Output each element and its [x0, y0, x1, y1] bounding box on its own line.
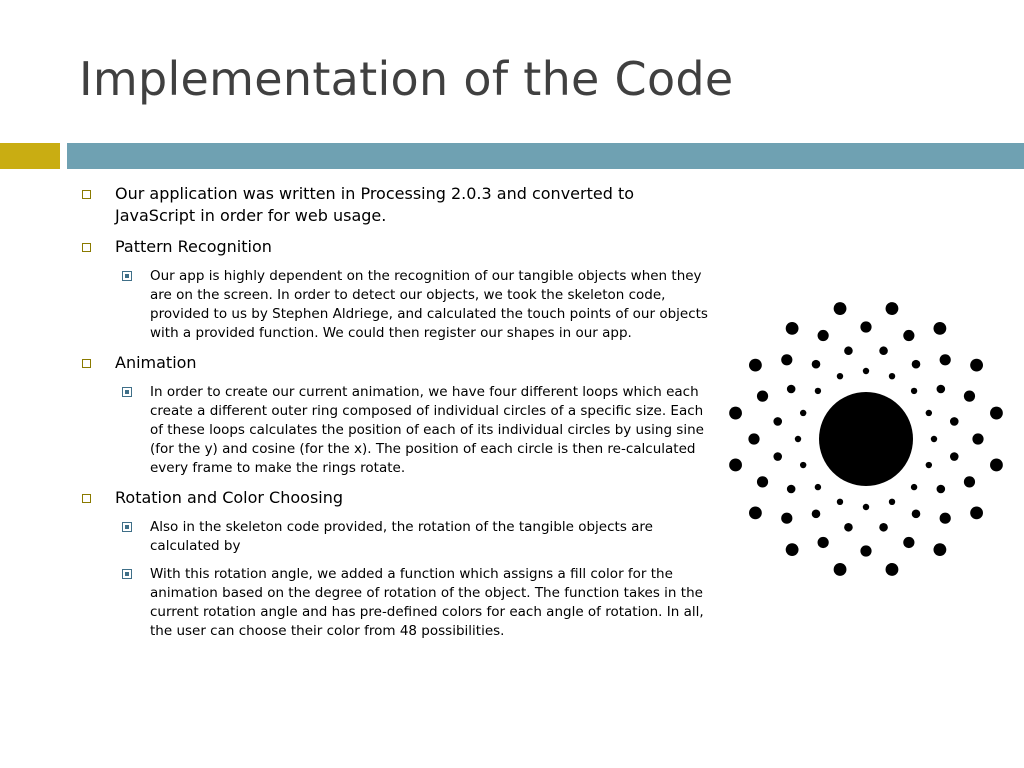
ring-dot: [834, 563, 847, 576]
ring-dot: [933, 543, 946, 556]
ring-dot: [748, 433, 759, 444]
ring-dot: [879, 346, 888, 355]
bullet-item: [80, 236, 710, 258]
sub-bullet-item: [80, 518, 710, 556]
ring-dot: [863, 504, 869, 510]
bullet-text: Our application was written in Processing 2.0.3 and converted to JavaScript in order for web usage.: [115, 184, 634, 225]
square-bullet-icon: [82, 190, 91, 199]
ring-dot: [815, 388, 821, 394]
ring-dot: [860, 321, 871, 332]
ring-dot: [860, 545, 871, 556]
ring-dot: [926, 410, 932, 416]
ring-dot: [940, 513, 951, 524]
filled-square-bullet-icon: [122, 522, 132, 532]
bullet-item: [80, 183, 710, 227]
sub-bullet-item: [80, 565, 710, 641]
bullet-text: Pattern Recognition: [115, 237, 272, 256]
ring-dot: [886, 302, 899, 315]
ring-dot: [787, 485, 796, 494]
circle-rings-animation-icon: [725, 298, 1007, 580]
ring-dot: [749, 506, 762, 519]
ring-dot: [786, 543, 799, 556]
accent-bar-gold: [0, 143, 60, 169]
bullet-text: Animation: [115, 353, 197, 372]
ring-dot: [863, 368, 869, 374]
square-bullet-icon: [82, 494, 91, 503]
filled-square-bullet-icon: [122, 569, 132, 579]
ring-dot: [773, 417, 782, 426]
ring-dot: [815, 484, 821, 490]
accent-bar-blue: [67, 143, 1024, 169]
ring-dot: [837, 373, 843, 379]
square-bullet-icon: [82, 359, 91, 368]
ring-dot: [757, 391, 768, 402]
ring-dot: [912, 360, 921, 369]
ring-dot: [950, 417, 959, 426]
ring-dot: [749, 359, 762, 372]
ring-dot: [800, 462, 806, 468]
ring-dot: [964, 476, 975, 487]
ring-dot: [757, 476, 768, 487]
ring-dot: [886, 563, 899, 576]
sub-bullet-text: Also in the skeleton code provided, the rotation of the tangible objects are calculated by: [150, 519, 653, 554]
ring-dot: [931, 436, 937, 442]
ring-dot: [781, 354, 792, 365]
ring-dot: [970, 506, 983, 519]
ring-dot: [844, 523, 853, 532]
bullet-item: [80, 352, 710, 374]
ring-dot: [787, 385, 796, 394]
ring-dot: [834, 302, 847, 315]
ring-dot: [933, 322, 946, 335]
ring-dot: [818, 330, 829, 341]
ring-dot: [781, 513, 792, 524]
bullet-item: [80, 487, 710, 509]
ring-dot: [903, 537, 914, 548]
square-bullet-icon: [82, 243, 91, 252]
sub-bullet-text: Our app is highly dependent on the recognition of our tangible objects when they are on the screen. In order to detect our objects, we took the skeleton code, provided to us by Stephen Aldriege, and calculated the touch points of our objects with a provided function. We could then register our shapes in our app.: [150, 268, 708, 341]
ring-dot: [903, 330, 914, 341]
filled-square-bullet-icon: [122, 271, 132, 281]
slide-title: Implementation of the Code: [79, 52, 734, 106]
ring-dot: [729, 459, 742, 472]
ring-dot: [818, 537, 829, 548]
ring-dot: [786, 322, 799, 335]
ring-dot: [911, 388, 917, 394]
ring-dot: [972, 433, 983, 444]
ring-dot: [937, 485, 946, 494]
ring-dot: [729, 407, 742, 420]
center-circle: [819, 392, 913, 486]
ring-dot: [970, 359, 983, 372]
ring-dot: [940, 354, 951, 365]
ring-dot: [990, 407, 1003, 420]
ring-dot: [964, 391, 975, 402]
sub-bullet-item: [80, 267, 710, 343]
ring-dot: [937, 385, 946, 394]
ring-dot: [990, 459, 1003, 472]
ring-dot: [911, 484, 917, 490]
ring-dot: [879, 523, 888, 532]
ring-dot: [844, 346, 853, 355]
ring-dot: [795, 436, 801, 442]
ring-dot: [889, 373, 895, 379]
ring-dot: [912, 510, 921, 519]
sub-bullet-text: In order to create our current animation, we have four different loops which each create a different outer ring composed of individual circles of a specific size. Each of these loops calculates the position of each of its individual circles by using sine (for the y) and cosine (for the x). The position of each circle is then re-calculated every frame to make the rings rotate.: [150, 384, 704, 476]
bullet-text: Rotation and Color Choosing: [115, 488, 344, 507]
ring-dot: [812, 360, 821, 369]
ring-dot: [926, 462, 932, 468]
ring-dot: [837, 499, 843, 505]
filled-square-bullet-icon: [122, 387, 132, 397]
ring-dot: [812, 510, 821, 519]
slide-content: [80, 183, 710, 650]
sub-bullet-text: With this rotation angle, we added a function which assigns a fill color for the animation based on the degree of rotation of the object. The function takes in the current rotation angle and has pre-defined colors for each angle of rotation. In all, the user can choose their color from 48 possibilities.: [150, 566, 704, 639]
sub-bullet-item: [80, 383, 710, 478]
ring-dot: [800, 410, 806, 416]
ring-dot: [773, 452, 782, 461]
ring-dot: [950, 452, 959, 461]
ring-dot: [889, 499, 895, 505]
